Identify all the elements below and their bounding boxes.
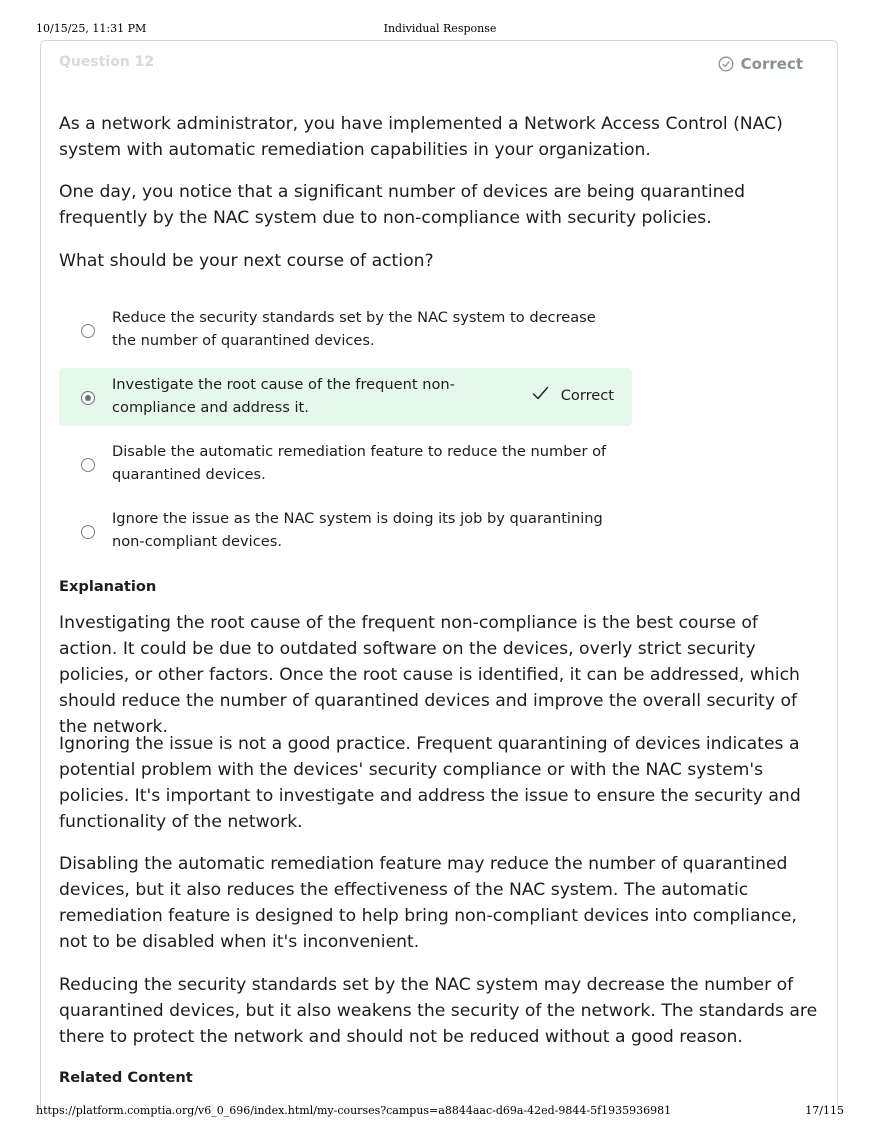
question-prompt-3: What should be your next course of action? bbox=[59, 251, 434, 271]
print-title: Individual Response bbox=[383, 22, 497, 35]
question-prompt-1: As a network administrator, you have implemented a Network Access Control (NAC) system with automatic remediation capabilities in your organization. bbox=[59, 114, 783, 160]
question-status-label: Correct bbox=[740, 55, 803, 73]
radio-button[interactable] bbox=[81, 324, 95, 338]
answer-option-label: Disable the automatic remediation feature to reduce the number of quarantined devices. bbox=[112, 443, 607, 483]
radio-button[interactable] bbox=[81, 458, 95, 472]
answer-feedback bbox=[532, 386, 614, 405]
answer-feedback-label: Correct bbox=[560, 387, 614, 404]
check-icon bbox=[532, 386, 549, 405]
explanation-paragraph-3: Disabling the automatic remediation feature may reduce the number of quarantined devices, but it also reduces the effectiveness of the NAC system. The automatic remediation feature is designed to help bring non-compliant devices into compliance, not to be disabled when it's inconvenient. bbox=[59, 854, 797, 952]
answer-option-label: Investigate the root cause of the frequent non-compliance and address it. bbox=[112, 376, 455, 416]
print-page-number: 17/115 bbox=[805, 1104, 844, 1117]
print-header bbox=[0, 22, 880, 36]
question-header bbox=[41, 53, 837, 75]
check-circle-icon bbox=[718, 56, 734, 72]
print-datetime: 10/15/25, 11:31 PM bbox=[36, 22, 147, 35]
answer-option-label: Reduce the security standards set by the NAC system to decrease the number of quarantined devices. bbox=[112, 309, 596, 349]
radio-button-selected[interactable] bbox=[81, 391, 95, 405]
radio-button[interactable] bbox=[81, 525, 95, 539]
answer-option-3[interactable] bbox=[59, 435, 632, 495]
print-url: https://platform.comptia.org/v6_0_696/index.html/my-courses?campus=a8844aac-d69a-42ed-9844-5f1935936981 bbox=[36, 1104, 672, 1117]
related-content-title: Related Content bbox=[59, 1069, 193, 1086]
question-status bbox=[718, 53, 803, 75]
answer-option-1[interactable] bbox=[59, 301, 632, 361]
explanation-paragraph-2: Ignoring the issue is not a good practice. Frequent quarantining of devices indicates a potential problem with the devices' security compliance or with the NAC system's policies. It's important to investigate and address the issue to ensure the security and functionality of the network. bbox=[59, 734, 801, 832]
question-number: Question 12 bbox=[59, 54, 155, 70]
question-prompt-2: One day, you notice that a significant number of devices are being quarantined frequently by the NAC system due to non-compliance with security policies. bbox=[59, 182, 745, 228]
answer-option-label: Ignore the issue as the NAC system is doing its job by quarantining non-compliant devices. bbox=[112, 510, 603, 550]
print-footer bbox=[0, 1104, 880, 1118]
explanation-paragraph-1: Investigating the root cause of the frequent non-compliance is the best course of action. It could be due to outdated software on the devices, overly strict security policies, or other factors. Once the root cause is identified, it can be addressed, which should reduce the number of quarantined devices and improve the overall security of the network. bbox=[59, 613, 800, 737]
question-card bbox=[40, 40, 838, 1110]
answer-option-4[interactable] bbox=[59, 502, 632, 562]
explanation-paragraph-4: Reducing the security standards set by the NAC system may decrease the number of quarantined devices, but it also weakens the security of the network. The standards are there to protect the network and should not be reduced without a good reason. bbox=[59, 975, 818, 1047]
explanation-title: Explanation bbox=[59, 578, 157, 595]
answer-option-2[interactable] bbox=[59, 368, 632, 426]
